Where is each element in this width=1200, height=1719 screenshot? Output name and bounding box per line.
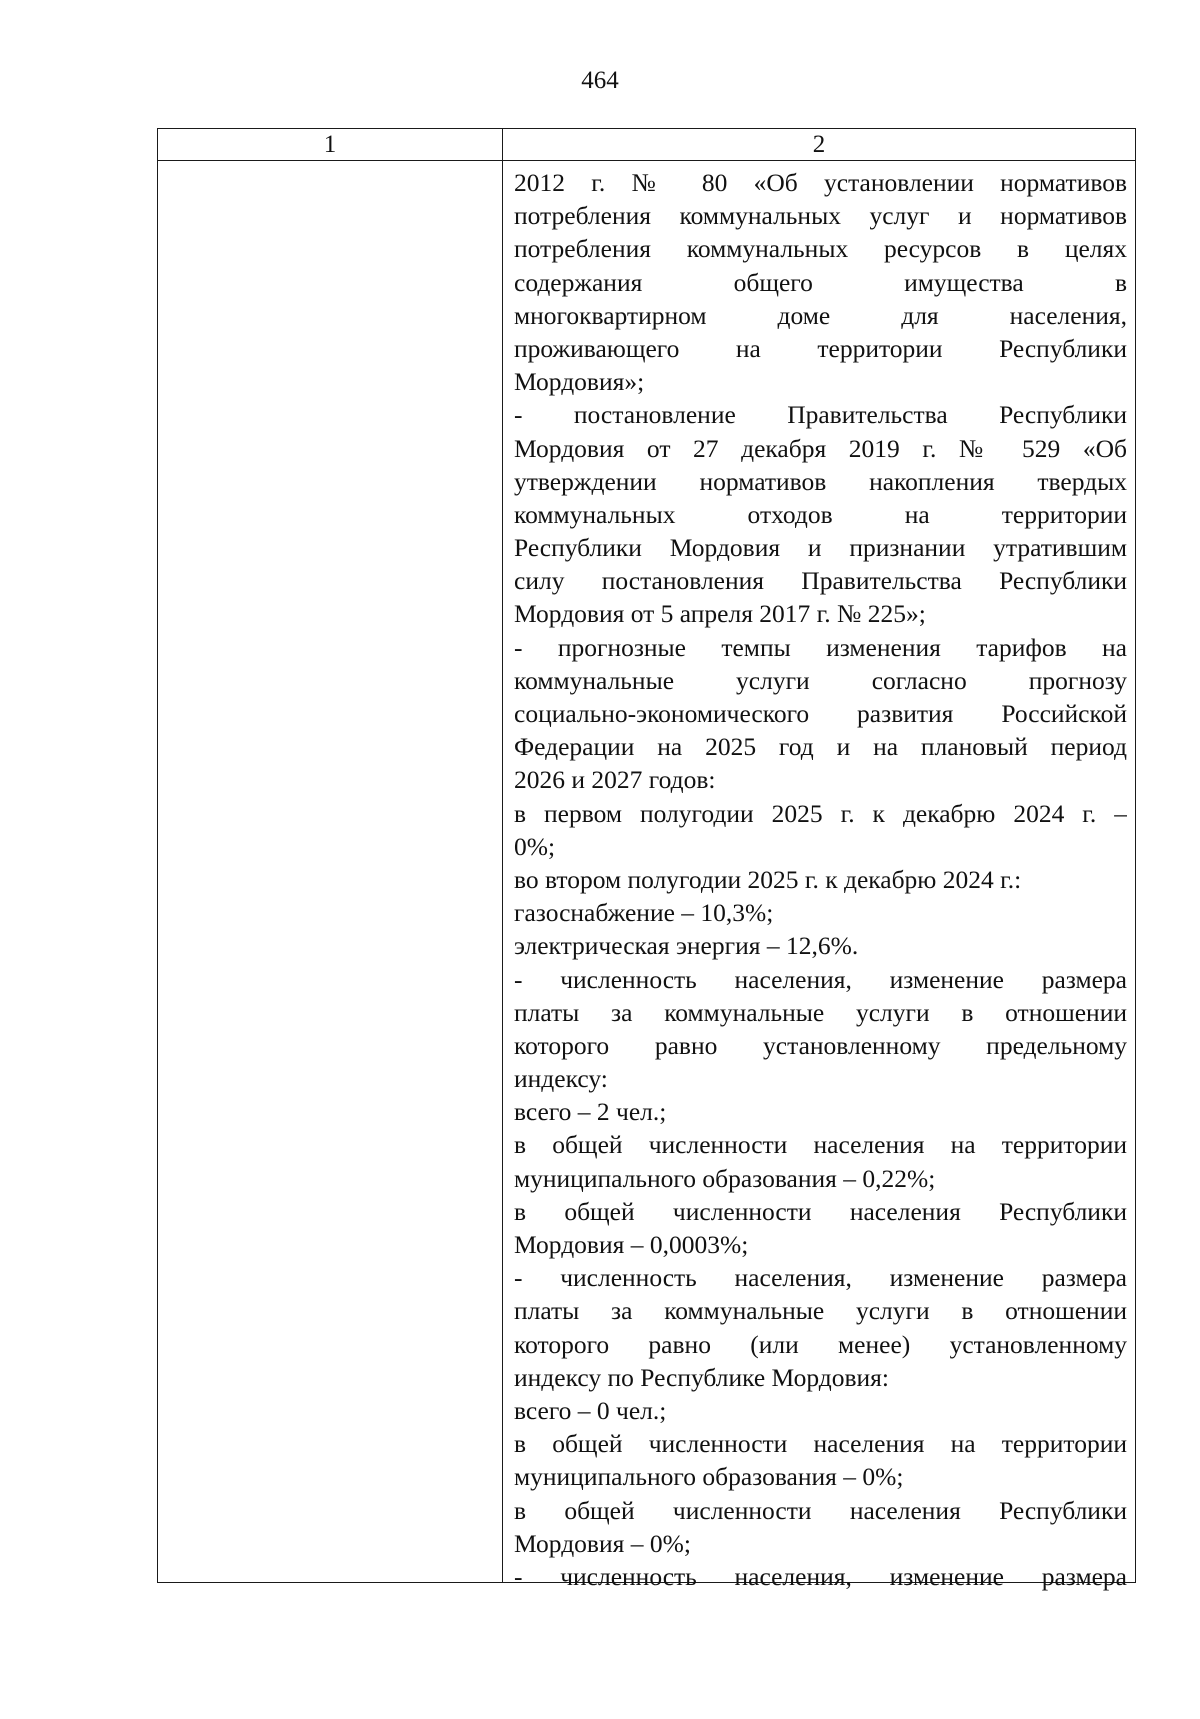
- text-line: коммунальных отходов на территории: [514, 499, 1127, 529]
- text-line: индексу:: [514, 1064, 608, 1094]
- text-line: Республики Мордовия и признании утратившим: [514, 533, 1127, 563]
- column-divider: [502, 129, 503, 1582]
- text-line: Федерации на 2025 год и на плановый период: [514, 732, 1127, 762]
- text-line: платы за коммунальные услуги в отношении: [514, 1296, 1127, 1326]
- text-line: Мордовия – 0%;: [514, 1528, 691, 1558]
- text-line: потребления коммунальных услуг и нормативов: [514, 201, 1127, 231]
- text-line: во втором полугодии 2025 г. к декабрю 2024 г.:: [514, 864, 1022, 894]
- text-line: 2012 г. № 80 «Об установлении нормативов: [514, 168, 1127, 197]
- text-line: социально-экономического развития Российской: [514, 699, 1127, 728]
- text-line: в общей численности населения Республики: [514, 1196, 1127, 1226]
- text-line: - численность населения, изменение размера: [514, 1263, 1127, 1293]
- text-line: в первом полугодии 2025 г. к декабрю 2024 г. –: [514, 798, 1127, 828]
- column-2-cell: [514, 166, 1127, 1593]
- text-line: 0%;: [514, 831, 556, 861]
- text-line: - прогнозные темпы изменения тарифов на: [514, 632, 1127, 662]
- text-line: в общей численности населения Республики: [514, 1495, 1127, 1525]
- text-line: которого равно (или менее) установленному: [514, 1329, 1127, 1359]
- text-line: муниципального образования – 0,22%;: [514, 1163, 936, 1193]
- text-line: газоснабжение – 10,3%;: [514, 898, 774, 928]
- column-2-header: 2: [812, 131, 826, 158]
- text-line: муниципального образования – 0%;: [514, 1462, 904, 1492]
- text-line: индексу по Республике Мордовия:: [514, 1362, 889, 1392]
- text-line: - численность населения, изменение размера: [514, 1561, 1127, 1591]
- document-table: [157, 128, 1136, 1591]
- text-line: коммунальные услуги согласно прогнозу: [514, 665, 1127, 695]
- text-line: Мордовия»;: [514, 367, 645, 397]
- text-line: которого равно установленному предельному: [514, 1030, 1127, 1060]
- text-line: - постановление Правительства Республики: [514, 400, 1127, 430]
- text-line: в общей численности населения на территории: [514, 1130, 1127, 1160]
- text-line: - численность населения, изменение размера: [514, 964, 1127, 994]
- table-header-row: [158, 129, 1135, 161]
- text-line: Мордовия от 27 декабря 2019 г. № 529 «Об: [514, 433, 1127, 463]
- text-line: в общей численности населения на территории: [514, 1429, 1127, 1459]
- text-line: 2026 и 2027 годов:: [514, 765, 716, 795]
- text-line: электрическая энергия – 12,6%.: [514, 931, 859, 961]
- text-line: Мордовия – 0,0003%;: [514, 1230, 749, 1259]
- text-line: содержания общего имущества в: [514, 267, 1127, 297]
- text-line: платы за коммунальные услуги в отношении: [514, 997, 1127, 1027]
- text-line: всего – 2 чел.;: [514, 1097, 667, 1127]
- text-line: проживающего на территории Республики: [514, 333, 1127, 363]
- text-line: утверждении нормативов накопления твердых: [514, 466, 1127, 496]
- text-line: силу постановления Правительства Республики: [514, 566, 1127, 596]
- text-line: потребления коммунальных ресурсов в целях: [514, 234, 1127, 264]
- text-line: всего – 0 чел.;: [514, 1395, 667, 1425]
- text-line: Мордовия от 5 апреля 2017 г. № 225»;: [514, 599, 926, 629]
- text-line: многоквартирном доме для населения,: [514, 300, 1127, 330]
- page-number: 464: [581, 67, 619, 94]
- column-1-header: 1: [323, 131, 337, 158]
